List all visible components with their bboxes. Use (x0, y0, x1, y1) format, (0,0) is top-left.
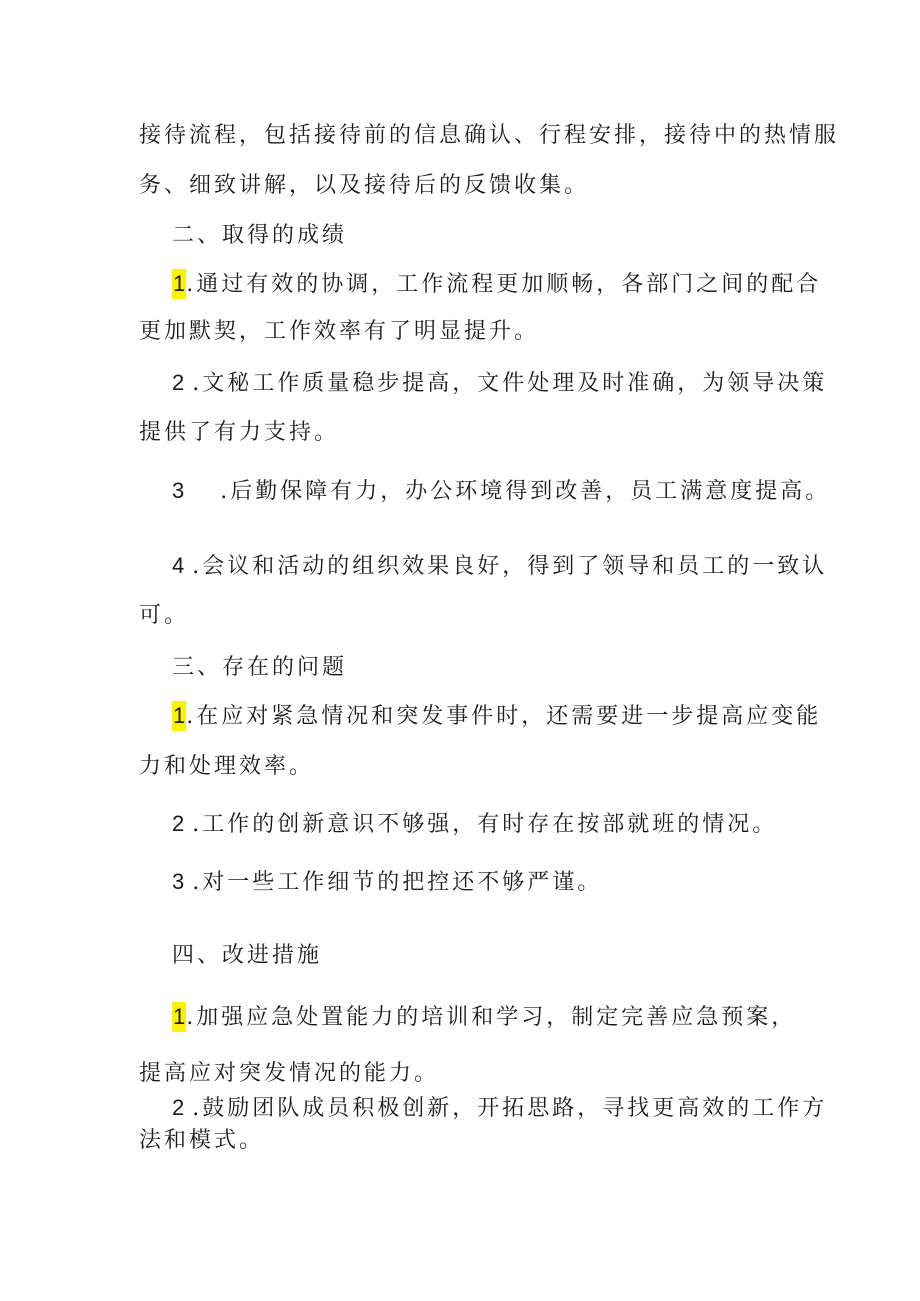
s4-item-1-line-1 (172, 1002, 796, 1033)
item-number: 2 (172, 1095, 185, 1120)
s2-item-1-text: .通过有效的协调，工作流程更加顺畅，各部门之间的配合 (186, 272, 822, 297)
s3-item-1-text: .在应对紧急情况和突发事件时，还需要进一步提高应变能 (186, 704, 822, 729)
s2-item-4-line-1 (172, 551, 827, 582)
s2-item-3-line-1 (172, 476, 830, 507)
highlighted-number: 1 (172, 1002, 186, 1032)
s2-item-1-line-1 (172, 269, 821, 300)
s4-item-1-text: .加强应急处置能力的培训和学习，制定完善应急预案， (186, 1005, 797, 1030)
s2-item-2-text: .文秘工作质量稳步提高，文件处理及时准确，为领导决策 (192, 371, 828, 396)
item-number: 4 (172, 553, 185, 578)
s3-item-2-line-1 (172, 809, 777, 840)
section-4-heading: 四、改进措施 (172, 943, 323, 968)
s2-item-4-text: .会议和活动的组织效果良好，得到了领导和员工的一致认 (192, 554, 828, 579)
s2-item-3-text: .后勤保障有力，办公环境得到改善，员工满意度提高。 (220, 479, 831, 504)
section-3-heading: 三、存在的问题 (172, 655, 348, 680)
item-number: 3 (172, 478, 185, 503)
s2-item-1-line-2: 更加默契，工作效率有了明显提升。 (139, 319, 540, 344)
s3-item-3-line-1 (172, 867, 602, 898)
s2-item-2-line-2: 提供了有力支持。 (139, 420, 340, 445)
intro-line-1: 接待流程，包括接待前的信息确认、行程安排，接待中的热情服 (139, 123, 840, 148)
section-2-heading: 二、取得的成绩 (172, 223, 348, 248)
item-number: 2 (172, 370, 185, 395)
s4-item-1-line-2: 提高应对突发情况的能力。 (139, 1061, 440, 1086)
highlighted-number: 1 (172, 701, 186, 731)
s3-item-2-text: .工作的创新意识不够强，有时存在按部就班的情况。 (192, 812, 778, 837)
s3-item-1-line-2: 力和处理效率。 (139, 754, 315, 779)
highlighted-number: 1 (172, 269, 186, 299)
intro-line-2: 务、细致讲解，以及接待后的反馈收集。 (139, 173, 590, 198)
s2-item-2-line-1 (172, 368, 827, 399)
item-number: 3 (172, 869, 185, 894)
s3-item-1-line-1 (172, 701, 821, 732)
s4-item-2-text: .鼓励团队成员积极创新，开拓思路，寻找更高效的工作方 (192, 1096, 828, 1121)
s3-item-3-text: .对一些工作细节的把控还不够严谨。 (192, 870, 603, 895)
s4-item-2-line-1 (172, 1093, 827, 1124)
item-number: 2 (172, 811, 185, 836)
s2-item-4-line-2: 可。 (139, 603, 190, 628)
s4-item-2-line-2: 法和模式。 (139, 1128, 265, 1153)
